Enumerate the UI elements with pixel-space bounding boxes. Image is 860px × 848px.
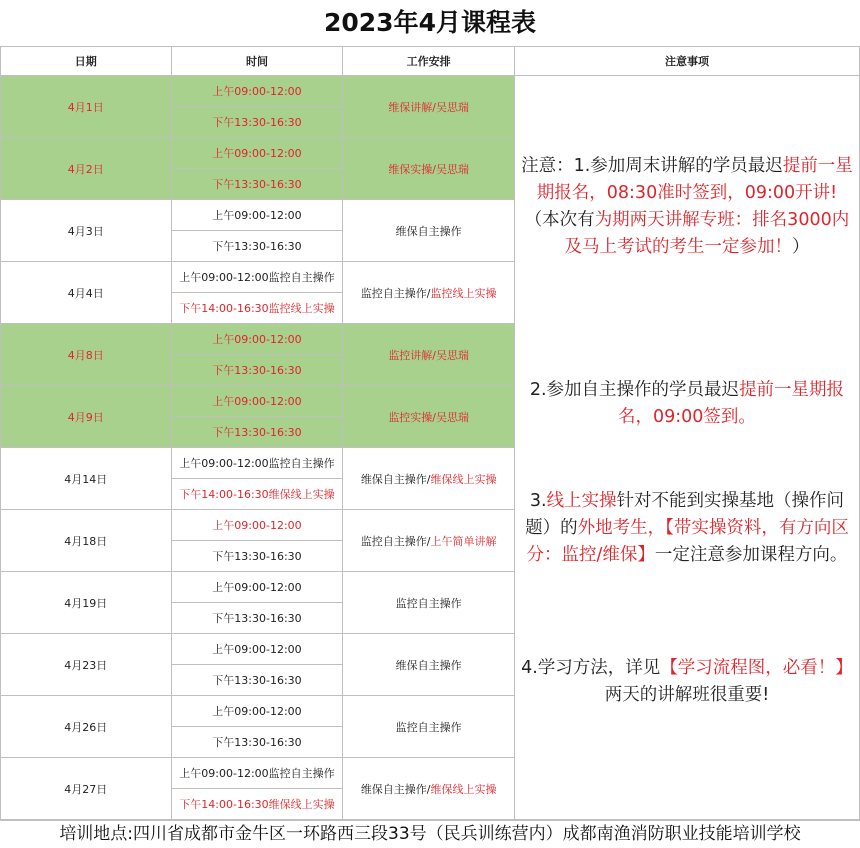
row-work: 监控自主操作 — [343, 572, 515, 634]
row-time-pm: 下午14:00-16:30维保线上实操 — [171, 789, 343, 820]
row-time-am: 上午09:00-12:00 — [171, 138, 343, 169]
row-time-am: 上午09:00-12:00 — [171, 76, 343, 107]
row-time-pm: 下午13:30-16:30 — [171, 541, 343, 572]
row-date: 4月2日 — [1, 138, 172, 200]
row-work-extra: 维保线上实操 — [430, 472, 497, 486]
row-work-extra: 监控线上实操 — [430, 286, 497, 300]
row-time-am: 上午09:00-12:00 — [171, 634, 343, 665]
row-work: 监控实操/吴思瑞 — [343, 386, 515, 448]
row-work-extra: 维保线上实操 — [430, 782, 497, 796]
row-work-main: 监控自主操作/ — [360, 534, 431, 548]
note-3-num: 3. — [529, 490, 547, 511]
row-work-extra: 上午简单讲解 — [430, 534, 497, 548]
note-4-tail: 两天的讲解班很重要! — [604, 684, 770, 705]
row-time-pm: 下午13:30-16:30 — [171, 169, 343, 200]
row-time-am: 上午09:00-12:00 — [171, 324, 343, 355]
row-time-pm: 下午13:30-16:30 — [171, 231, 343, 262]
note-3-online: 线上实操 — [546, 490, 617, 511]
row-date: 4月18日 — [1, 510, 172, 572]
row-date: 4月4日 — [1, 262, 172, 324]
note-3-highlight: 外地考生，【带实操资料，有方向区分：监控/维保】 — [526, 517, 849, 565]
row-time-pm: 下午13:30-16:30 — [171, 665, 343, 696]
row-time-am: 上午09:00-12:00 — [171, 572, 343, 603]
row-time-pm: 下午14:00-16:30维保线上实操 — [171, 479, 343, 510]
page-title: 2023年4月课程表 — [324, 8, 536, 37]
row-work: 监控讲解/吴思瑞 — [343, 324, 515, 386]
row-time-pm: 下午13:30-16:30 — [171, 355, 343, 386]
header-date: 日期 — [1, 47, 172, 76]
row-time-pm: 下午13:30-16:30 — [171, 417, 343, 448]
row-work — [343, 448, 515, 510]
row-work-main: 维保自主操作/ — [360, 782, 431, 796]
row-date: 4月9日 — [1, 386, 172, 448]
note-3 — [519, 488, 855, 569]
note-1-text: 注意：1.参加周末讲解的学员最迟 — [521, 155, 783, 176]
schedule-table — [0, 46, 860, 820]
row-date: 4月8日 — [1, 324, 172, 386]
row-work: 维保自主操作 — [343, 634, 515, 696]
row-work — [343, 510, 515, 572]
row-time-pm: 下午13:30-16:30 — [171, 727, 343, 758]
row-date: 4月1日 — [1, 76, 172, 138]
row-date: 4月19日 — [1, 572, 172, 634]
note-3-tail: 一定注意参加课程方向。 — [654, 544, 848, 565]
note-1-special-class: 为期两天讲解专班：排名3000内及马上考试的考生一定参加！ — [564, 209, 850, 257]
row-time-am: 上午09:00-12:00 — [171, 386, 343, 417]
row-work — [343, 758, 515, 820]
note-4-highlight: 【学习流程图，必看！】 — [660, 657, 853, 678]
row-work — [343, 262, 515, 324]
note-2-highlight: 提前一星期报名，09:00签到。 — [618, 379, 845, 427]
note-2 — [519, 377, 855, 431]
row-date: 4月3日 — [1, 200, 172, 262]
header-time: 时间 — [171, 47, 343, 76]
row-date: 4月14日 — [1, 448, 172, 510]
note-3-text: 针对不能到实操基地（操作问题）的 — [525, 490, 845, 538]
row-time-am: 上午09:00-12:00监控自主操作 — [171, 448, 343, 479]
notes-cell — [514, 76, 859, 820]
note-1-highlight: 提前一星期报名，08:30准时签到，09:00开讲! — [536, 155, 853, 203]
header-work: 工作安排 — [343, 47, 515, 76]
row-work: 维保自主操作 — [343, 200, 515, 262]
row-work: 维保实操/吴思瑞 — [343, 138, 515, 200]
row-work-main: 监控自主操作/ — [360, 286, 431, 300]
row-time-am: 上午09:00-12:00 — [171, 696, 343, 727]
row-work-main: 维保自主操作/ — [360, 472, 431, 486]
note-1-paren-close: ） — [791, 236, 810, 257]
row-date: 4月26日 — [1, 696, 172, 758]
row-work: 维保讲解/吴思瑞 — [343, 76, 515, 138]
row-time-pm: 下午13:30-16:30 — [171, 107, 343, 138]
row-time-pm: 下午13:30-16:30 — [171, 603, 343, 634]
table-row — [1, 76, 860, 107]
note-4 — [519, 655, 855, 709]
row-work: 监控自主操作 — [343, 696, 515, 758]
row-time-am: 上午09:00-12:00监控自主操作 — [171, 262, 343, 293]
row-time-pm: 下午14:00-16:30监控线上实操 — [171, 293, 343, 324]
table-header-row — [1, 47, 860, 76]
row-time-am: 上午09:00-12:00 — [171, 200, 343, 231]
row-time-am: 上午09:00-12:00 — [171, 510, 343, 541]
note-2-text: 2.参加自主操作的学员最迟 — [529, 379, 740, 400]
note-4-text: 4.学习方法，详见 — [521, 657, 661, 678]
header-notes: 注意事项 — [514, 47, 859, 76]
row-date: 4月27日 — [1, 758, 172, 820]
note-1-paren-open: （本次有 — [524, 209, 595, 230]
note-1 — [519, 153, 855, 261]
row-time-am: 上午09:00-12:00监控自主操作 — [171, 758, 343, 789]
footer-address: 培训地点:四川省成都市金牛区一环路西三段33号（民兵训练营内）成都南渔消防职业技能培训学校 — [0, 820, 860, 848]
row-date: 4月23日 — [1, 634, 172, 696]
